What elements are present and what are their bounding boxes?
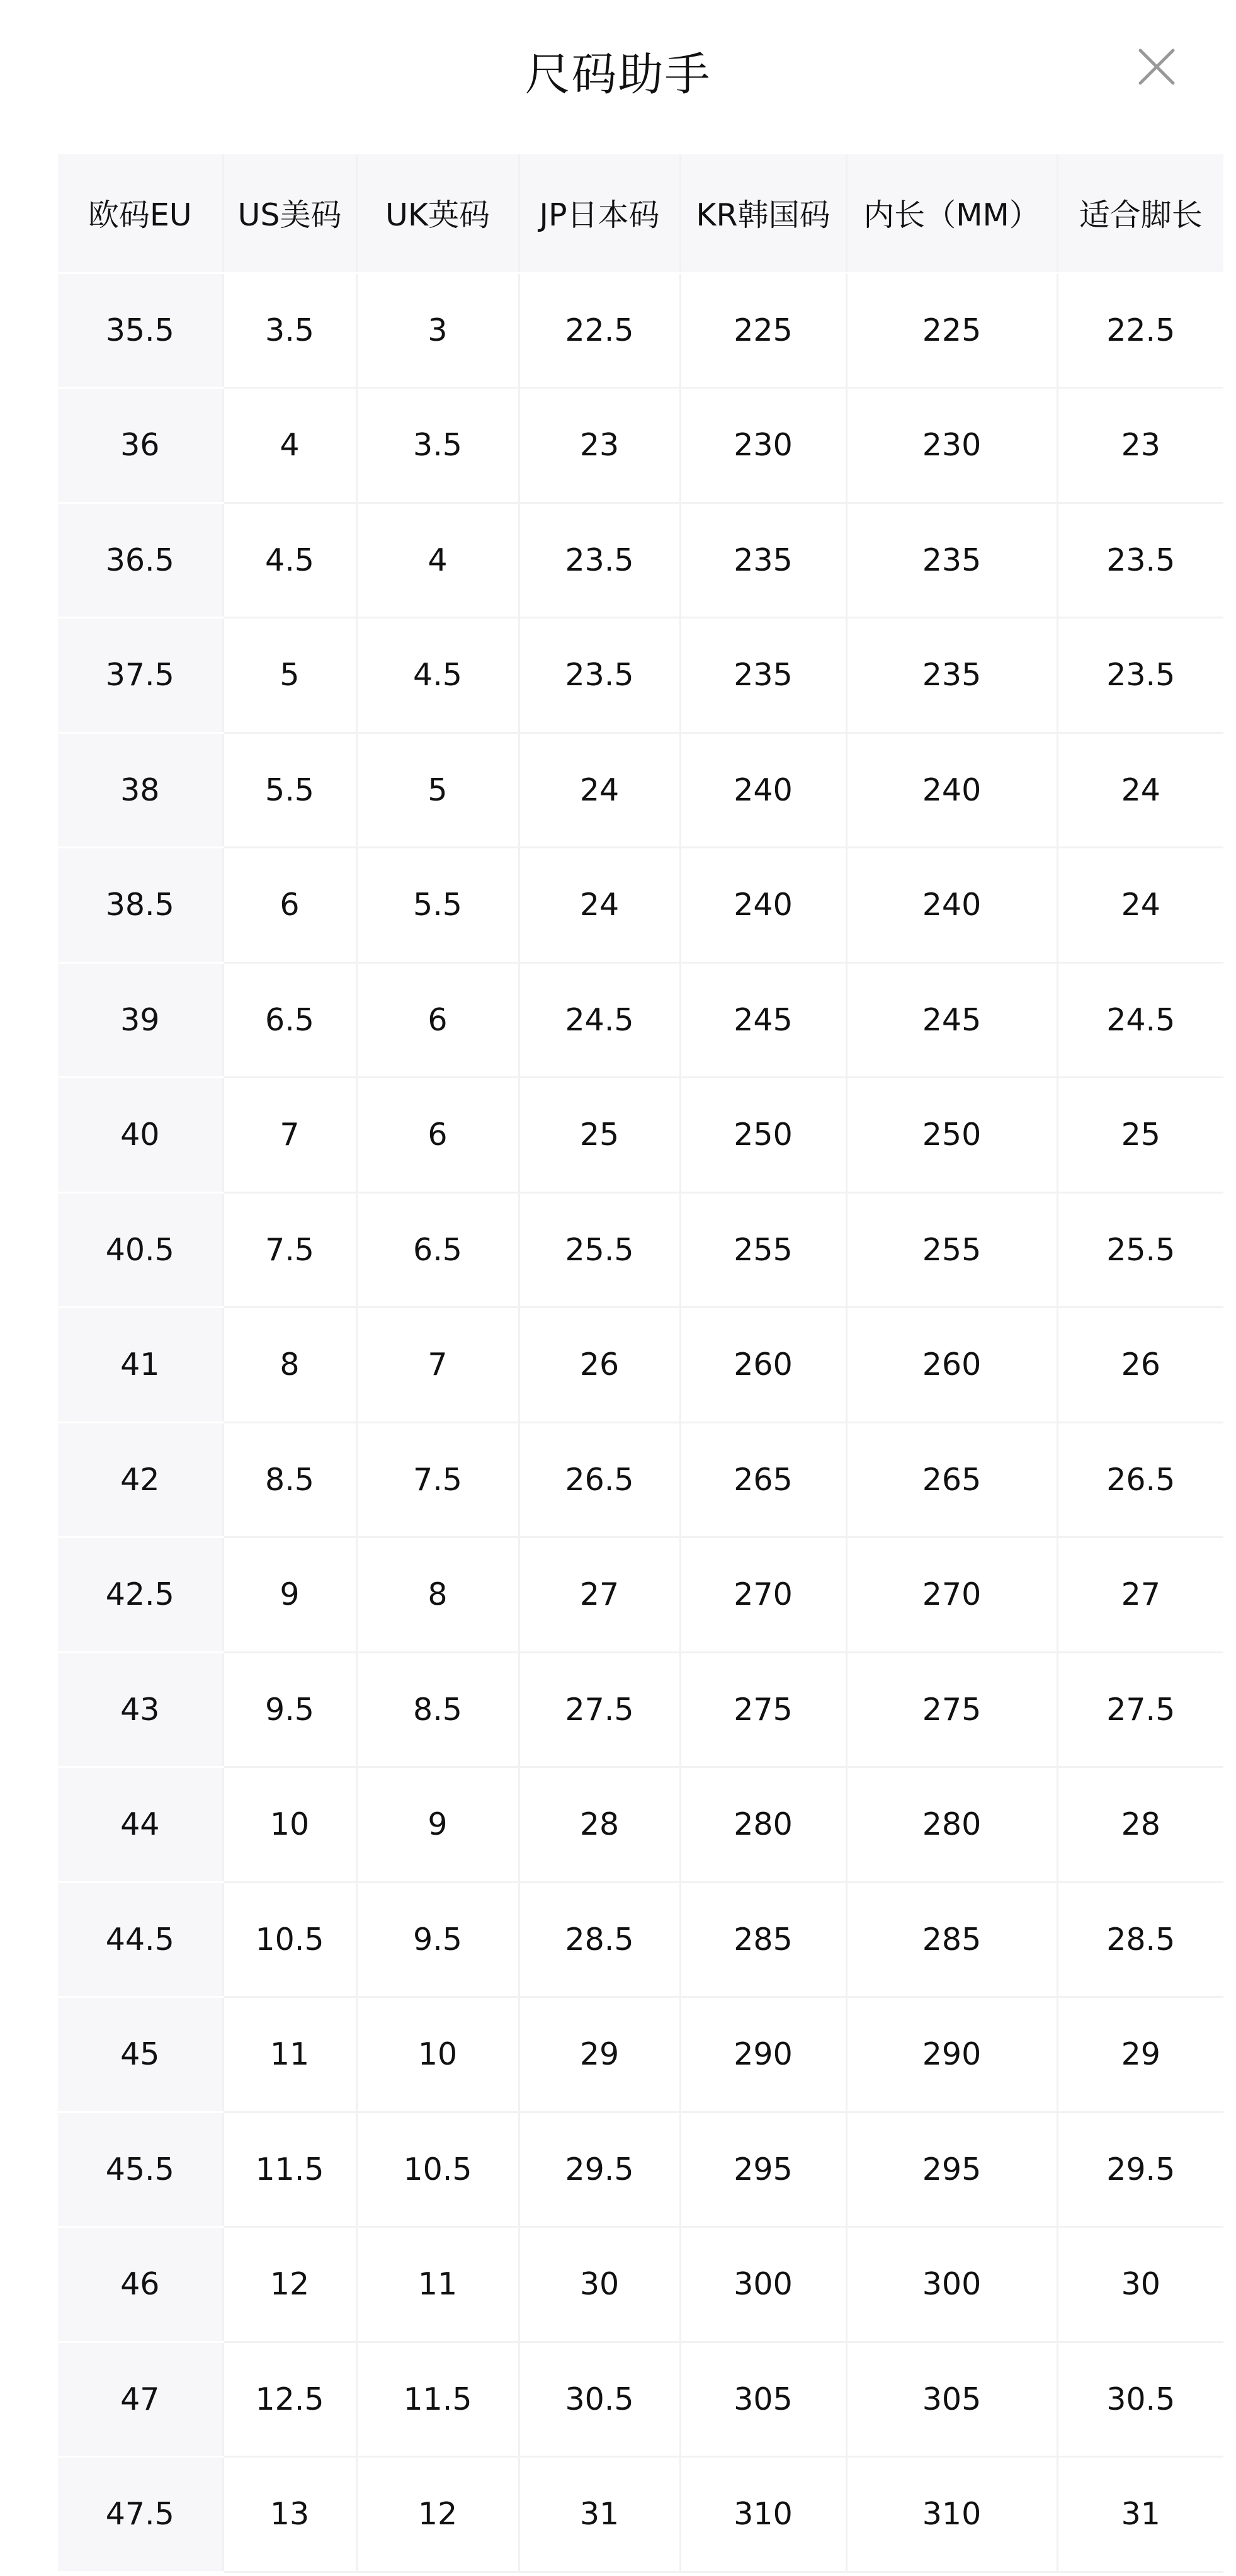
- eu-size-cell: 44: [58, 1767, 223, 1883]
- inner-length-cell: 245: [846, 962, 1057, 1078]
- us-size-cell: 12.5: [223, 2342, 356, 2457]
- close-button[interactable]: [1134, 44, 1179, 89]
- inner-length-cell: 285: [846, 1882, 1057, 1997]
- uk-size-cell: 12: [356, 2457, 519, 2572]
- us-size-cell: 5: [223, 618, 356, 733]
- us-size-cell: 11.5: [223, 2112, 356, 2227]
- foot-length-cell: 30: [1057, 2227, 1223, 2342]
- uk-size-cell: 5: [356, 732, 519, 848]
- foot-length-cell: 22.5: [1057, 273, 1223, 388]
- eu-size-cell: 37.5: [58, 618, 223, 733]
- uk-size-cell: 7: [356, 1308, 519, 1423]
- jp-size-cell: 24: [519, 732, 680, 848]
- table-body: [58, 273, 1223, 2572]
- kr-size-cell: 245: [680, 962, 846, 1078]
- inner-length-cell: 270: [846, 1537, 1057, 1653]
- jp-size-cell: 28: [519, 1767, 680, 1883]
- foot-length-cell: 23: [1057, 388, 1223, 503]
- table-row: [58, 618, 1223, 733]
- kr-size-cell: 225: [680, 273, 846, 388]
- eu-size-cell: 39: [58, 962, 223, 1078]
- foot-length-cell: 25.5: [1057, 1192, 1223, 1308]
- foot-length-cell: 23.5: [1057, 618, 1223, 733]
- uk-size-cell: 4: [356, 503, 519, 618]
- eu-size-cell: 35.5: [58, 273, 223, 388]
- jp-size-cell: 30.5: [519, 2342, 680, 2457]
- table-row: [58, 848, 1223, 963]
- inner-length-cell: 225: [846, 273, 1057, 388]
- inner-length-cell: 250: [846, 1078, 1057, 1193]
- uk-size-cell: 3.5: [356, 388, 519, 503]
- table-row: [58, 1652, 1223, 1767]
- kr-size-cell: 295: [680, 2112, 846, 2227]
- uk-size-cell: 4.5: [356, 618, 519, 733]
- jp-size-cell: 23.5: [519, 618, 680, 733]
- us-size-cell: 7: [223, 1078, 356, 1193]
- eu-size-cell: 47.5: [58, 2457, 223, 2572]
- foot-length-cell: 27.5: [1057, 1652, 1223, 1767]
- table-row: [58, 2457, 1223, 2572]
- kr-size-cell: 240: [680, 732, 846, 848]
- eu-size-cell: 36.5: [58, 503, 223, 618]
- header-kr: KR韩国码: [680, 154, 846, 273]
- eu-size-cell: 43: [58, 1652, 223, 1767]
- uk-size-cell: 6.5: [356, 1192, 519, 1308]
- foot-length-cell: 29: [1057, 1997, 1223, 2112]
- kr-size-cell: 305: [680, 2342, 846, 2457]
- foot-length-cell: 29.5: [1057, 2112, 1223, 2227]
- size-table: [58, 154, 1223, 2573]
- table-row: [58, 1422, 1223, 1537]
- table-row: [58, 1537, 1223, 1653]
- eu-size-cell: 47: [58, 2342, 223, 2457]
- header-us: US美码: [223, 154, 356, 273]
- dialog-header: [0, 0, 1236, 139]
- table-row: [58, 388, 1223, 503]
- foot-length-cell: 27: [1057, 1537, 1223, 1653]
- kr-size-cell: 250: [680, 1078, 846, 1193]
- table-header-row: [58, 154, 1223, 273]
- inner-length-cell: 235: [846, 503, 1057, 618]
- table-row: [58, 732, 1223, 848]
- foot-length-cell: 26: [1057, 1308, 1223, 1423]
- eu-size-cell: 38: [58, 732, 223, 848]
- uk-size-cell: 8: [356, 1537, 519, 1653]
- foot-length-cell: 28.5: [1057, 1882, 1223, 1997]
- uk-size-cell: 6: [356, 1078, 519, 1193]
- table-row: [58, 273, 1223, 388]
- table-row: [58, 1997, 1223, 2112]
- jp-size-cell: 28.5: [519, 1882, 680, 1997]
- kr-size-cell: 240: [680, 848, 846, 963]
- uk-size-cell: 10: [356, 1997, 519, 2112]
- us-size-cell: 7.5: [223, 1192, 356, 1308]
- inner-length-cell: 235: [846, 618, 1057, 733]
- us-size-cell: 10: [223, 1767, 356, 1883]
- foot-length-cell: 24: [1057, 848, 1223, 963]
- eu-size-cell: 44.5: [58, 1882, 223, 1997]
- size-table-container[interactable]: [58, 154, 1223, 2573]
- inner-length-cell: 295: [846, 2112, 1057, 2227]
- us-size-cell: 6.5: [223, 962, 356, 1078]
- jp-size-cell: 25: [519, 1078, 680, 1193]
- foot-length-cell: 25: [1057, 1078, 1223, 1193]
- table-row: [58, 503, 1223, 618]
- inner-length-cell: 275: [846, 1652, 1057, 1767]
- jp-size-cell: 31: [519, 2457, 680, 2572]
- table-row: [58, 2227, 1223, 2342]
- us-size-cell: 5.5: [223, 732, 356, 848]
- header-uk: UK英码: [356, 154, 519, 273]
- header-foot-length: 适合脚长: [1057, 154, 1223, 273]
- eu-size-cell: 40: [58, 1078, 223, 1193]
- kr-size-cell: 285: [680, 1882, 846, 1997]
- kr-size-cell: 230: [680, 388, 846, 503]
- table-row: [58, 1192, 1223, 1308]
- table-row: [58, 1882, 1223, 1997]
- us-size-cell: 4.5: [223, 503, 356, 618]
- jp-size-cell: 27.5: [519, 1652, 680, 1767]
- kr-size-cell: 255: [680, 1192, 846, 1308]
- header-eu: 欧码EU: [58, 154, 223, 273]
- uk-size-cell: 11: [356, 2227, 519, 2342]
- kr-size-cell: 290: [680, 1997, 846, 2112]
- jp-size-cell: 24.5: [519, 962, 680, 1078]
- kr-size-cell: 310: [680, 2457, 846, 2572]
- close-icon: [1134, 44, 1179, 89]
- header-inner-length: 内长（MM）: [846, 154, 1057, 273]
- us-size-cell: 8.5: [223, 1422, 356, 1537]
- eu-size-cell: 46: [58, 2227, 223, 2342]
- uk-size-cell: 11.5: [356, 2342, 519, 2457]
- foot-length-cell: 31: [1057, 2457, 1223, 2572]
- jp-size-cell: 23.5: [519, 503, 680, 618]
- eu-size-cell: 42: [58, 1422, 223, 1537]
- kr-size-cell: 280: [680, 1767, 846, 1883]
- foot-length-cell: 23.5: [1057, 503, 1223, 618]
- inner-length-cell: 280: [846, 1767, 1057, 1883]
- inner-length-cell: 265: [846, 1422, 1057, 1537]
- us-size-cell: 9.5: [223, 1652, 356, 1767]
- inner-length-cell: 230: [846, 388, 1057, 503]
- inner-length-cell: 240: [846, 848, 1057, 963]
- eu-size-cell: 42.5: [58, 1537, 223, 1653]
- eu-size-cell: 40.5: [58, 1192, 223, 1308]
- us-size-cell: 12: [223, 2227, 356, 2342]
- inner-length-cell: 240: [846, 732, 1057, 848]
- jp-size-cell: 23: [519, 388, 680, 503]
- foot-length-cell: 28: [1057, 1767, 1223, 1883]
- kr-size-cell: 275: [680, 1652, 846, 1767]
- us-size-cell: 8: [223, 1308, 356, 1423]
- jp-size-cell: 27: [519, 1537, 680, 1653]
- us-size-cell: 4: [223, 388, 356, 503]
- uk-size-cell: 3: [356, 273, 519, 388]
- uk-size-cell: 8.5: [356, 1652, 519, 1767]
- table-row: [58, 1767, 1223, 1883]
- foot-length-cell: 24: [1057, 732, 1223, 848]
- table-row: [58, 1308, 1223, 1423]
- uk-size-cell: 6: [356, 962, 519, 1078]
- table-row: [58, 962, 1223, 1078]
- us-size-cell: 13: [223, 2457, 356, 2572]
- uk-size-cell: 7.5: [356, 1422, 519, 1537]
- inner-length-cell: 305: [846, 2342, 1057, 2457]
- us-size-cell: 6: [223, 848, 356, 963]
- kr-size-cell: 300: [680, 2227, 846, 2342]
- uk-size-cell: 5.5: [356, 848, 519, 963]
- kr-size-cell: 270: [680, 1537, 846, 1653]
- eu-size-cell: 45.5: [58, 2112, 223, 2227]
- eu-size-cell: 45: [58, 1997, 223, 2112]
- inner-length-cell: 290: [846, 1997, 1057, 2112]
- eu-size-cell: 36: [58, 388, 223, 503]
- kr-size-cell: 265: [680, 1422, 846, 1537]
- table-row: [58, 2342, 1223, 2457]
- us-size-cell: 9: [223, 1537, 356, 1653]
- kr-size-cell: 235: [680, 503, 846, 618]
- jp-size-cell: 24: [519, 848, 680, 963]
- jp-size-cell: 29.5: [519, 2112, 680, 2227]
- jp-size-cell: 25.5: [519, 1192, 680, 1308]
- us-size-cell: 3.5: [223, 273, 356, 388]
- jp-size-cell: 29: [519, 1997, 680, 2112]
- uk-size-cell: 9.5: [356, 1882, 519, 1997]
- eu-size-cell: 38.5: [58, 848, 223, 963]
- kr-size-cell: 235: [680, 618, 846, 733]
- foot-length-cell: 30.5: [1057, 2342, 1223, 2457]
- eu-size-cell: 41: [58, 1308, 223, 1423]
- inner-length-cell: 300: [846, 2227, 1057, 2342]
- us-size-cell: 10.5: [223, 1882, 356, 1997]
- jp-size-cell: 22.5: [519, 273, 680, 388]
- header-jp: JP日本码: [519, 154, 680, 273]
- table-row: [58, 2112, 1223, 2227]
- us-size-cell: 11: [223, 1997, 356, 2112]
- kr-size-cell: 260: [680, 1308, 846, 1423]
- jp-size-cell: 26: [519, 1308, 680, 1423]
- foot-length-cell: 24.5: [1057, 962, 1223, 1078]
- uk-size-cell: 10.5: [356, 2112, 519, 2227]
- inner-length-cell: 310: [846, 2457, 1057, 2572]
- foot-length-cell: 26.5: [1057, 1422, 1223, 1537]
- table-row: [58, 1078, 1223, 1193]
- jp-size-cell: 30: [519, 2227, 680, 2342]
- inner-length-cell: 255: [846, 1192, 1057, 1308]
- dialog-title: 尺码助手: [524, 48, 712, 101]
- jp-size-cell: 26.5: [519, 1422, 680, 1537]
- uk-size-cell: 9: [356, 1767, 519, 1883]
- inner-length-cell: 260: [846, 1308, 1057, 1423]
